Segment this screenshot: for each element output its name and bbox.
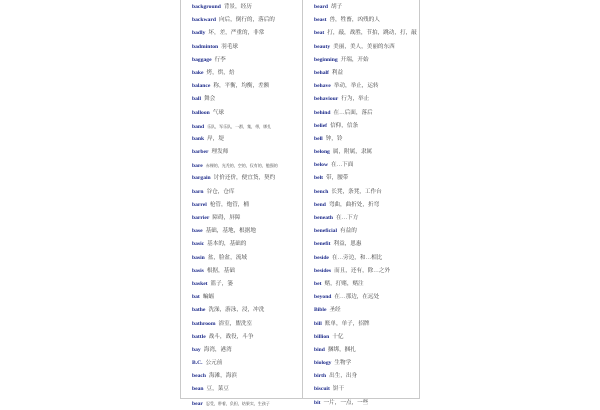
vocab-definition: 豆，菜豆 — [206, 386, 229, 393]
vocab-entry — [314, 397, 418, 410]
vocab-definition: 在…那边，在远处 — [334, 294, 380, 301]
vocab-definition: 行李 — [214, 56, 226, 63]
vocab-definition: 基础，基地，根据地 — [205, 228, 256, 235]
vocab-word: belief — [314, 122, 328, 129]
vocab-definition: 洗澡，游泳，浸，冲洗 — [208, 307, 265, 314]
vocab-word: below — [314, 162, 328, 169]
vocab-definition: 舞会 — [204, 96, 216, 103]
vocab-word: behaviour — [314, 96, 339, 103]
vocab-definition: 钟，铃 — [325, 135, 343, 142]
vocab-entry — [192, 212, 300, 225]
vocab-word: besides — [314, 267, 332, 274]
vocab-word: beside — [314, 254, 329, 261]
vocab-definition: 饼干 — [332, 386, 345, 393]
vocab-word: bench — [314, 188, 329, 195]
vocab-word: bind — [314, 346, 325, 353]
vocab-entry — [314, 238, 418, 251]
vocab-word: bay — [192, 346, 201, 353]
vocab-definition: 在…后面，落后 — [333, 109, 373, 116]
vocab-entry — [314, 291, 418, 304]
vocab-entry — [314, 304, 418, 317]
vocab-word: basket — [192, 280, 208, 287]
vocab-entry — [192, 41, 300, 54]
vocab-entry — [314, 318, 418, 331]
vocab-entry — [192, 107, 300, 120]
vocab-word: barn — [192, 188, 204, 195]
vocab-entry — [192, 120, 300, 133]
vocab-word: beneath — [314, 215, 333, 221]
vocab-entry — [192, 146, 300, 159]
vocab-word: bare — [192, 163, 203, 170]
vocab-word: beneficial — [314, 228, 337, 235]
vocab-definition: 在…下方 — [335, 215, 359, 221]
vocab-definition: 兽，牲畜，凶残的人 — [329, 17, 380, 24]
vocab-word: barber — [192, 149, 209, 156]
vocab-word: bit — [314, 399, 321, 406]
vocab-word: badly — [192, 30, 206, 37]
vocab-definition: 美丽，美人，美丽的东西 — [333, 43, 395, 50]
vocab-entry — [192, 54, 300, 67]
vocab-entry — [192, 370, 300, 383]
vocab-entry — [314, 331, 418, 344]
vocab-word: bell — [314, 135, 323, 142]
vocab-entry — [192, 265, 300, 278]
vocab-word: beyond — [314, 294, 332, 301]
vocab-definition: 海湾，港湾 — [203, 346, 232, 353]
vocab-word: bargain — [192, 175, 211, 182]
vocab-entry — [192, 318, 300, 331]
vocab-word: billion — [314, 333, 330, 340]
vocab-word: beach — [192, 373, 206, 380]
vocab-definition: 开端，开始 — [340, 56, 369, 63]
vocab-definition: 岸，堤 — [207, 135, 224, 142]
vocab-entry — [314, 146, 418, 159]
vocab-definition: 坏，差，严重的，非常 — [208, 30, 265, 37]
vocab-word: basin — [192, 254, 205, 261]
vocab-entry — [314, 1, 418, 14]
vocab-entry — [192, 133, 300, 146]
vocab-entry — [192, 357, 300, 370]
vocab-entry — [192, 331, 300, 344]
vocab-entry — [192, 172, 300, 185]
vocab-word: bear — [192, 400, 203, 407]
vocab-entry — [314, 54, 418, 67]
vocab-word: bat — [192, 294, 200, 301]
vocab-definition: 打，敲，战胜，节拍，跳动，打，敲 — [327, 30, 417, 37]
vocab-definition: 赌，打赌，赌注 — [324, 280, 364, 287]
vocab-entry — [314, 252, 418, 265]
vocab-definition: 战斗，战役，斗争 — [208, 333, 254, 340]
vocab-definition: 浴室，盥洗室 — [218, 320, 253, 327]
vocab-word: barrel — [192, 201, 207, 208]
vocab-definition: 利益，恩惠 — [333, 241, 362, 248]
vocab-word: biology — [314, 360, 332, 367]
vocab-word: bathroom — [192, 320, 216, 327]
vocab-entry — [314, 265, 418, 278]
vocab-entry — [192, 397, 300, 410]
vocab-definition: 理发师 — [211, 149, 229, 156]
vocab-entry — [314, 67, 418, 80]
vocab-entry — [192, 238, 300, 251]
vocab-entry — [192, 199, 300, 212]
vocab-definition: 圣经 — [329, 307, 341, 314]
vocab-word: base — [192, 228, 203, 235]
vocab-word: birth — [314, 373, 327, 380]
vocab-entry — [314, 370, 418, 383]
vocab-word: bean — [192, 386, 204, 393]
vocab-word: bathe — [192, 307, 206, 314]
vocab-definition: 胡子 — [330, 4, 343, 10]
vocab-definition: 十亿 — [332, 333, 344, 340]
vocab-word: band — [192, 123, 205, 130]
left-column — [192, 1, 300, 410]
vocab-definition: 讨价还价，便宜货，契约 — [213, 175, 276, 182]
vocab-word: bet — [314, 280, 322, 287]
vocab-entry — [314, 159, 418, 172]
vocab-word: baggage — [192, 56, 212, 63]
vocab-definition: 蝙蝠 — [202, 294, 214, 301]
vocab-entry — [192, 67, 300, 80]
vocab-entry — [314, 278, 418, 291]
vocab-entry — [192, 186, 300, 199]
vocab-word: beast — [314, 17, 327, 24]
vocab-entry — [314, 14, 418, 27]
vocab-entry — [192, 27, 300, 40]
column-divider — [302, 0, 303, 399]
vocab-word: behind — [314, 109, 331, 116]
vocab-definition: 乐队，军乐队，一群，集，带，绑扎 — [207, 123, 272, 129]
vocab-definition: 背景，经历 — [223, 4, 252, 10]
vocab-word: basis — [192, 267, 204, 274]
vocab-definition: 枪管，炮管，桶 — [209, 201, 249, 208]
vocab-entry — [192, 225, 300, 238]
vocab-definition: 举动，举止，运转 — [333, 83, 379, 90]
vocab-definition: 谷仓，仓库 — [206, 188, 235, 195]
vocab-entry — [192, 80, 300, 93]
vocab-entry — [192, 383, 300, 396]
vocab-definition: 障碍，屏障 — [212, 215, 241, 221]
vocab-definition: 利益 — [331, 69, 344, 76]
vocab-word: belong — [314, 149, 330, 156]
right-column — [314, 1, 418, 410]
vocab-entry — [314, 27, 418, 40]
vocab-entry — [314, 93, 418, 106]
vocab-entry — [192, 1, 300, 14]
vocab-entry — [192, 14, 300, 27]
vocab-entry — [192, 159, 300, 172]
vocab-word: beard — [314, 4, 328, 10]
vocab-word: battle — [192, 333, 206, 340]
vocab-definition: 羽毛球 — [221, 43, 238, 50]
vocab-definition: 在…旁边，和…相比 — [331, 254, 383, 261]
vocab-definition: 一片，一点，一些 — [323, 399, 369, 406]
vocab-word: Bible — [314, 307, 327, 314]
vocab-entry — [314, 199, 418, 212]
vocab-definition: 行为，举止 — [341, 96, 370, 103]
vocab-definition: 长凳，条凳，工作台 — [331, 188, 382, 195]
vocab-definition: 信仰，信条 — [330, 122, 359, 129]
vocab-word: basic — [192, 241, 205, 248]
vocab-word: bank — [192, 135, 205, 142]
vocab-word: bill — [314, 320, 322, 327]
vocab-entry — [192, 291, 300, 304]
vocab-word: B.C. — [192, 360, 203, 367]
vocab-definition: 带，腰带 — [326, 175, 349, 182]
vocab-word: biscuit — [314, 386, 330, 393]
vocab-definition: 而且，还有，除…之外 — [334, 267, 391, 274]
vocab-definition: 基本的，基础的 — [207, 241, 247, 248]
vocab-definition: 称，平衡，均衡，差额 — [213, 83, 270, 90]
vocab-word: balloon — [192, 109, 210, 116]
vocab-word: behave — [314, 83, 331, 90]
vocab-definition: 账单，单子，招牌 — [324, 320, 370, 327]
vocab-word: beauty — [314, 43, 331, 50]
vocab-definition: 篮子，篓 — [210, 280, 233, 287]
vocab-word: badminton — [192, 43, 219, 50]
vocab-entry — [314, 133, 418, 146]
vocab-word: behalf — [314, 69, 329, 76]
vocab-definition: 出生，出身 — [329, 373, 358, 380]
vocab-word: bake — [192, 69, 204, 76]
vocab-definition: 根据，基础 — [206, 267, 235, 274]
vocab-entry — [314, 225, 418, 238]
vocab-definition: 属，附属，隶属 — [332, 149, 373, 156]
vocab-entry — [314, 357, 418, 370]
vocab-entry — [192, 278, 300, 291]
vocab-word: ball — [192, 96, 202, 103]
vocab-definition: 赤裸的，光秃的，空的，仅有的，勉强的 — [205, 163, 278, 169]
vocab-definition: 忍受，带着，负担，结果实，生孩子 — [205, 400, 270, 406]
vocab-definition: 捆绑，捆扎 — [327, 346, 356, 353]
vocab-entry — [192, 252, 300, 265]
vocab-definition: 弯曲，曲折处，折弯 — [328, 201, 380, 208]
vocab-entry — [314, 212, 418, 225]
vocab-definition: 生物学 — [334, 360, 352, 367]
vocab-entry — [314, 80, 418, 93]
vocab-definition: 气球 — [212, 109, 224, 116]
vocab-definition: 在…下面 — [330, 162, 354, 169]
vocab-definition: 盆，脸盆，流域 — [207, 254, 247, 261]
vocab-word: background — [192, 4, 221, 10]
vocab-definition: 公元前 — [205, 360, 223, 367]
vocab-word: balance — [192, 83, 211, 90]
vocab-word: bend — [314, 201, 326, 208]
vocab-word: beat — [314, 30, 325, 37]
vocab-word: benefit — [314, 241, 331, 248]
vocab-definition: 海滩，海滨 — [208, 373, 237, 380]
vocab-entry — [314, 41, 418, 54]
vocab-entry — [314, 186, 418, 199]
vocab-definition: 向后，倒行的，落后的 — [218, 17, 275, 24]
vocab-entry — [192, 93, 300, 106]
vocab-entry — [314, 107, 418, 120]
vocab-entry — [314, 120, 418, 133]
vocab-entry — [314, 344, 418, 357]
vocab-word: backward — [192, 17, 216, 24]
vocab-entry — [192, 344, 300, 357]
vocab-word: beginning — [314, 56, 338, 63]
vocab-entry — [314, 383, 418, 396]
vocab-word: belt — [314, 175, 324, 182]
vocab-entry — [192, 304, 300, 317]
vocab-definition: 烤，烘，焙 — [206, 69, 235, 76]
vocab-word: barrier — [192, 215, 210, 221]
vocab-entry — [314, 172, 418, 185]
vocab-definition: 有益的 — [340, 228, 357, 235]
